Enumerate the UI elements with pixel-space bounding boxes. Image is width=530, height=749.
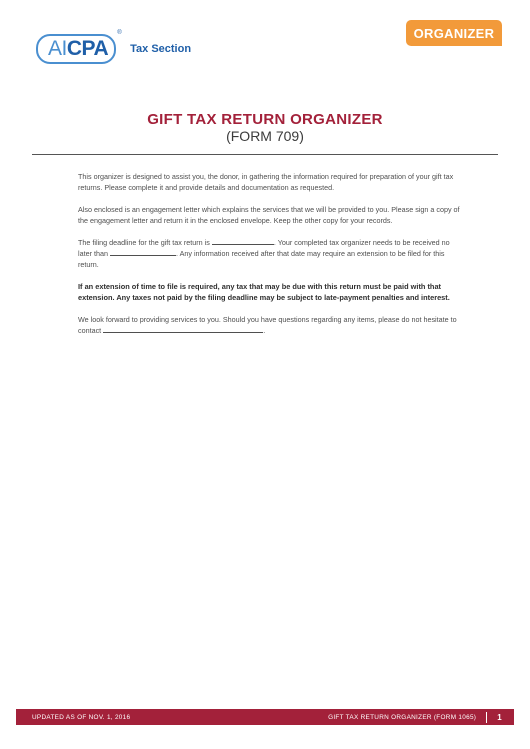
tax-section-label: Tax Section bbox=[130, 43, 192, 55]
engagement-paragraph: Also enclosed is an engagement letter which explains the services that we will be provided to you. Please sign a copy of the engagement letter and return it in the enclosed envelope. Keep the other copy for your records. bbox=[78, 205, 460, 225]
received-by-blank[interactable] bbox=[110, 248, 176, 256]
deadline-text-b: . Your completed tax organizer needs to be received no later than bbox=[78, 238, 450, 258]
footer-page-number: 1 bbox=[497, 712, 502, 722]
organizer-badge: ORGANIZER bbox=[406, 20, 502, 46]
footer-separator bbox=[486, 712, 487, 723]
extension-paragraph: If an extension of time to file is required, any tax that may be due with this return must be paid with that extension. Any taxes not paid by the filing deadline may be subject to late-payment penalties and interest. bbox=[78, 282, 450, 302]
contact-text-b: . bbox=[263, 326, 266, 335]
deadline-text-c: . Any information received after that date may require an extension to be filed for this return. bbox=[78, 249, 445, 269]
deadline-text-a: The filing deadline for the gift tax return is bbox=[78, 238, 210, 247]
contact-paragraph bbox=[78, 314, 462, 336]
document-body bbox=[78, 171, 462, 347]
title-divider bbox=[32, 154, 498, 155]
document-title: GIFT TAX RETURN ORGANIZER bbox=[147, 111, 383, 128]
contact-name-blank[interactable] bbox=[103, 325, 266, 335]
footer-updated-date: UPDATED AS OF NOV. 1, 2016 bbox=[32, 713, 131, 721]
footer-form-title: GIFT TAX RETURN ORGANIZER (FORM 1065) bbox=[328, 713, 477, 721]
page-footer bbox=[16, 709, 514, 725]
aicpa-logo-mark bbox=[36, 30, 122, 64]
document-subtitle: (FORM 709) bbox=[226, 128, 304, 144]
aicpa-logo bbox=[36, 30, 192, 64]
intro-paragraph: This organizer is designed to assist you, the donor, in gathering the information required for preparation of your gift tax returns. Please complete it and provide details and documentation as requested. bbox=[78, 172, 454, 192]
logo-text-ai: AI bbox=[48, 37, 67, 60]
deadline-paragraph bbox=[78, 237, 462, 270]
registered-mark: ® bbox=[117, 30, 122, 36]
logo-text-cpa: CPA bbox=[66, 37, 109, 60]
contact-text-a: We look forward to providing services to you. Should you have questions regarding any items, please do not hesitate to contact bbox=[78, 315, 457, 335]
filing-deadline-blank[interactable] bbox=[212, 237, 274, 245]
